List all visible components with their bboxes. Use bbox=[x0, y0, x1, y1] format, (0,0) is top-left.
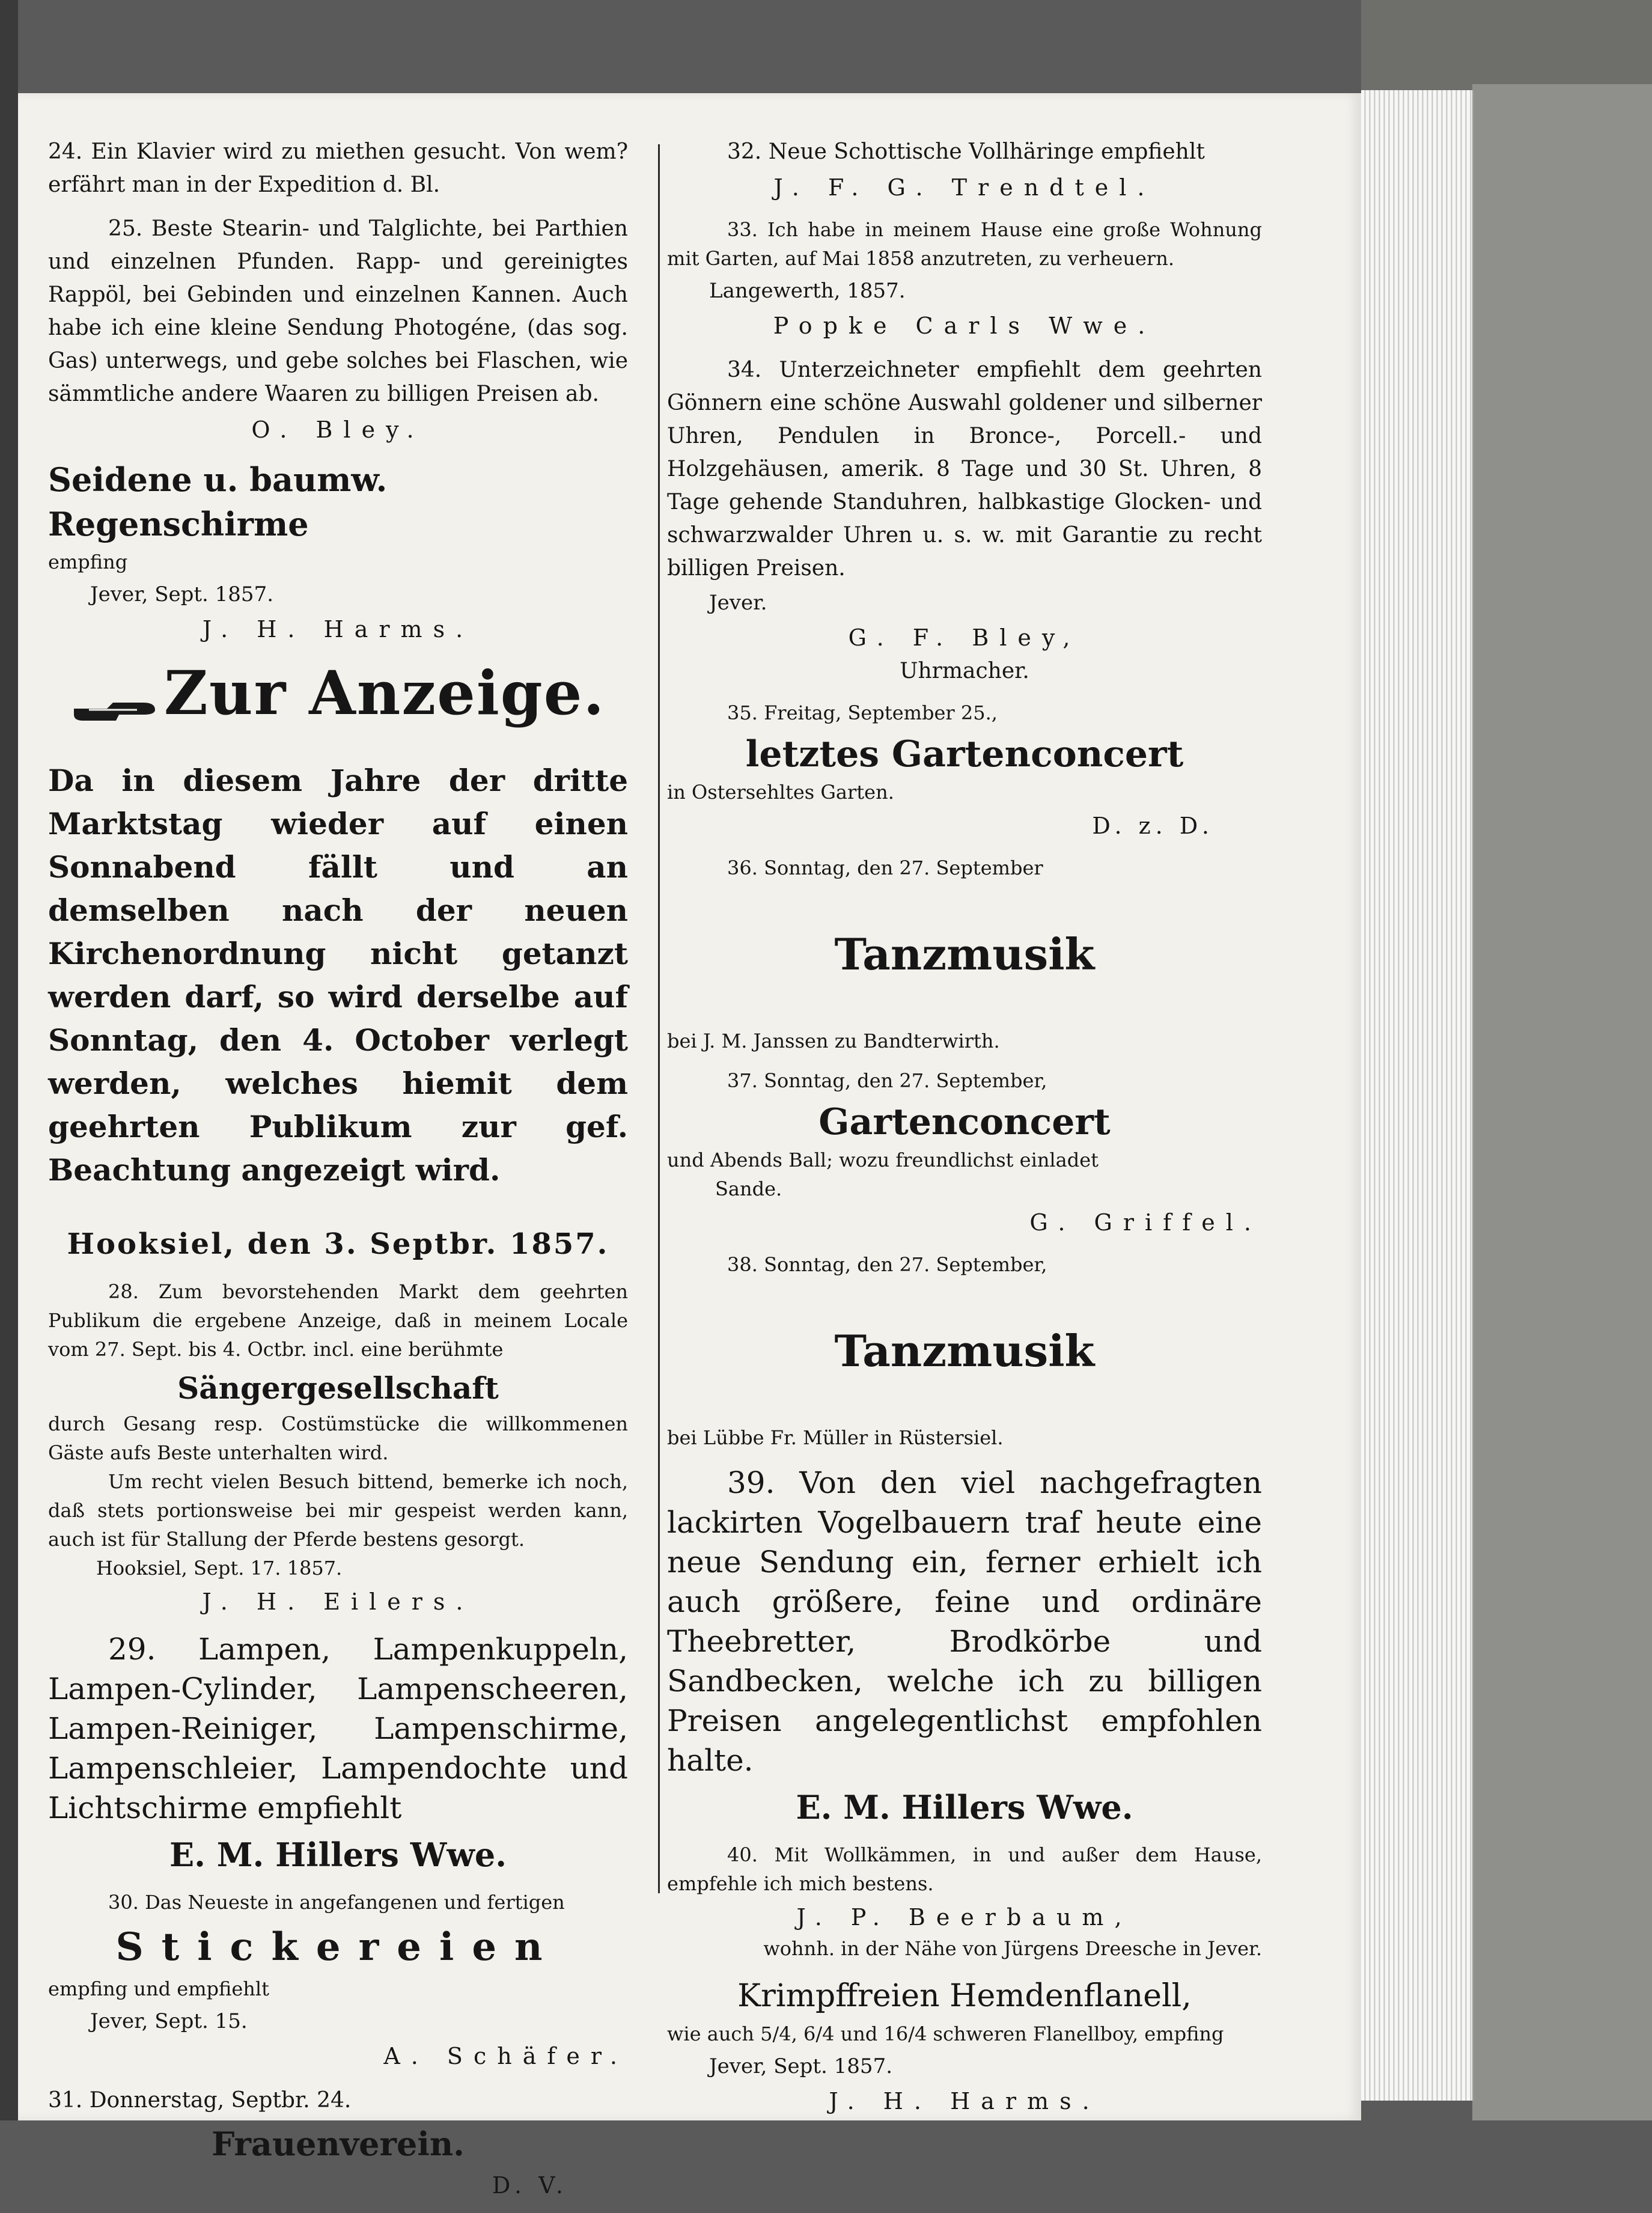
ad-30-signature: A. Schäfer. bbox=[383, 2043, 628, 2069]
ad-33-place: Langewerth, 1857. bbox=[709, 279, 906, 303]
ad-32 bbox=[667, 135, 1262, 204]
ad-regenschirme bbox=[48, 457, 628, 646]
ad-40 bbox=[667, 1840, 1262, 1963]
ad-37-place: Sande. bbox=[715, 1177, 782, 1200]
ad-37-text: 37. Sonntag, den 27. September, bbox=[727, 1069, 1047, 1092]
ad-34-signature: G. F. Bley, bbox=[848, 624, 1081, 651]
ad-28-place: Hooksiel, Sept. 17. 1857. bbox=[96, 1557, 343, 1580]
ad-25 bbox=[48, 212, 628, 447]
ad-34-place: Jever. bbox=[709, 591, 767, 615]
ad-anzeige bbox=[48, 657, 628, 1266]
ad-36-heading: Tanzmusik bbox=[834, 929, 1095, 980]
ad-30-heading: Stickereien bbox=[115, 1925, 561, 1970]
ad-30-place: Jever, Sept. 15. bbox=[90, 2009, 248, 2033]
ad-anzeige-place: Hooksiel, den 3. Septbr. 1857. bbox=[67, 1227, 609, 1261]
ad-30-text: 30. Das Neueste in angefangenen und fertigen bbox=[108, 1891, 565, 1914]
binding-board bbox=[1472, 84, 1652, 2120]
ad-38-heading: Tanzmusik bbox=[834, 1325, 1095, 1376]
ad-32-signature: J. F. G. Trendtel. bbox=[773, 174, 1156, 201]
ad-35-text: 35. Freitag, September 25., bbox=[727, 701, 998, 724]
ad-40-signature: J. P. Beerbaum, bbox=[796, 1904, 1133, 1931]
ad-36-text: 36. Sonntag, den 27. September bbox=[727, 856, 1043, 879]
ad-24 bbox=[48, 135, 628, 201]
page-edges bbox=[1361, 90, 1474, 2101]
ad-35-signature: D. z. D. bbox=[1092, 813, 1214, 839]
left-column bbox=[48, 135, 628, 2213]
ad-40-address: wohnh. in der Nähe von Jürgens Dreesche in Jever. bbox=[763, 1937, 1262, 1960]
ad-35 bbox=[667, 698, 1262, 843]
ad-regenschirme-place: Jever, Sept. 1857. bbox=[90, 582, 274, 606]
ad-38 bbox=[667, 1250, 1262, 1452]
ad-28-signature: J. H. Eilers. bbox=[202, 1589, 474, 1615]
ad-35-line: in Ostersehltes Garten. bbox=[667, 781, 894, 804]
ad-39-signature: E. M. Hillers Wwe. bbox=[796, 1788, 1133, 1827]
left-margin-edge bbox=[0, 0, 18, 2120]
ad-29-text: 29. Lampen, Lampenkuppeln, Lampen-Cylinder, Lampenscheeren, Lampen-Reiniger, Lampenschirme, Lampenschleier, Lampendochte und Lichtschirme empfiehlt bbox=[48, 1632, 628, 1825]
ad-35-heading: letztes Gartenconcert bbox=[745, 733, 1184, 775]
ad-38-text: 38. Sonntag, den 27. September, bbox=[727, 1253, 1047, 1276]
ad-39 bbox=[667, 1463, 1262, 1830]
ad-39-text: 39. Von den viel nachgefragten lackirten Vogelbauern traf heute eine neue Sendung ein, ferner erhielt ich auch größere, feine und ordinäre Theebretter, Brodkörbe und Sandbecken, welche ich zu billigen Preisen angelegentlichst empfohlen halte. bbox=[667, 1465, 1262, 1778]
column-divider bbox=[658, 144, 660, 1893]
ad-34-role: Uhrmacher. bbox=[900, 659, 1029, 683]
ad-30 bbox=[48, 1888, 628, 2073]
ad-32-text: 32. Neue Schottische Vollhäringe empfiehlt bbox=[727, 139, 1205, 164]
pointing-hand-icon bbox=[71, 697, 161, 727]
ad-34-text: 34. Unterzeichneter empfiehlt dem geehrten Gönnern eine schöne Auswahl goldener und silberner Uhren, Pendulen in Bronce-, Porcell.- und Holzgehäusen, amerik. 8 Tage und 30 St. Uhren, 8 Tage gehende Standuhren, halbkastige Glocken- und schwarzwalder Uhren u. s. w. mit Garantie zu recht billigen Preisen. bbox=[667, 358, 1262, 581]
right-column bbox=[667, 135, 1262, 2129]
ad-34 bbox=[667, 353, 1262, 688]
ad-flanell-heading: Krimpffreien Hemdenflanell, bbox=[737, 1978, 1192, 2014]
ad-33 bbox=[667, 215, 1262, 343]
ad-regenschirme-signature: J. H. Harms. bbox=[202, 616, 474, 643]
ad-28-heading: Sängergesellschaft bbox=[177, 1370, 499, 1406]
ad-31-signature: D. V. bbox=[492, 2172, 568, 2199]
ad-25-text: 25. Beste Stearin- und Talglichte, bei Parthien und einzelnen Pfunden. Rapp- und gereinigtes Rappöl, bei Gebinden und einzelnen Kannen. Auch habe ich eine kleine Sendung Photogéne, (das sog. Gas) unterwegs, und gebe solches bei Flaschen, wie sämmtliche andere Waaren zu billigen Preisen ab. bbox=[48, 216, 628, 406]
ad-29-signature: E. M. Hillers Wwe. bbox=[169, 1836, 507, 1874]
ad-31-heading: Frauenverein. bbox=[212, 2125, 465, 2163]
ad-25-signature: O. Bley. bbox=[251, 417, 425, 443]
ad-anzeige-title: Zur Anzeige. bbox=[163, 658, 606, 728]
ad-37-heading: Gartenconcert bbox=[818, 1101, 1111, 1143]
ad-37-signature: G. Griffel. bbox=[1029, 1209, 1262, 1236]
ad-31 bbox=[48, 2084, 628, 2202]
ad-37 bbox=[667, 1066, 1262, 1239]
ad-29 bbox=[48, 1629, 628, 1877]
ad-30-line: empfing und empfiehlt bbox=[48, 1977, 269, 2000]
ad-flanell-place: Jever, Sept. 1857. bbox=[709, 2054, 893, 2078]
ad-28-text2: durch Gesang resp. Costümstücke die willkommenen Gäste aufs Beste unterhalten wird. bbox=[48, 1412, 628, 1464]
ad-28-text3: Um recht vielen Besuch bittend, bemerke ich noch, daß stets portionsweise bei mir gespeist werden kann, auch ist für Stallung der Pferde bestens gesorgt. bbox=[48, 1470, 628, 1551]
ad-40-text: 40. Mit Wollkämmen, in und außer dem Hause, empfehle ich mich bestens. bbox=[667, 1843, 1262, 1895]
ad-33-signature: Popke Carls Wwe. bbox=[773, 313, 1156, 339]
ad-flanell-signature: J. H. Harms. bbox=[829, 2088, 1100, 2114]
ad-38-line: bei Lübbe Fr. Müller in Rüstersiel. bbox=[667, 1426, 1004, 1449]
ad-36-line: bei J. M. Janssen zu Bandterwirth. bbox=[667, 1030, 1000, 1052]
ad-flanell-line: wie auch 5/4, 6/4 und 16/4 schweren Flanellboy, empfing bbox=[667, 2022, 1224, 2045]
ad-anzeige-text: Da in diesem Jahre der dritte Marktstag wieder auf einen Sonnabend fällt und an demselben nach der neuen Kirchenordnung nicht getanzt werden darf, so wird derselbe auf Sonntag, den 4. October verlegt werden, welches hiemit dem geehrten Publikum zur gef. Beachtung angezeigt wird. bbox=[48, 763, 628, 1188]
ad-regenschirme-line: empfing bbox=[48, 551, 128, 573]
ad-28-text: 28. Zum bevorstehenden Markt dem geehrten Publikum die ergebene Anzeige, daß in meinem Locale vom 27. Sept. bis 4. Octbr. incl. eine berühmte bbox=[48, 1280, 628, 1361]
ad-36 bbox=[667, 853, 1262, 1055]
ad-28 bbox=[48, 1277, 628, 1619]
ad-31-text: 31. Donnerstag, Septbr. 24. bbox=[48, 2088, 352, 2113]
ad-regenschirme-heading: Seidene u. baumw. Regenschirme bbox=[48, 460, 388, 543]
ad-24-text: 24. Ein Klavier wird zu miethen gesucht. Von wem? erfährt man in der Expedition d. Bl. bbox=[48, 139, 628, 197]
background-board bbox=[1361, 0, 1652, 90]
ad-37-line: und Abends Ball; wozu freundlichst einladet bbox=[667, 1149, 1099, 1171]
ad-flanell bbox=[667, 1974, 1262, 2118]
ad-33-text: 33. Ich habe in meinem Hause eine große Wohnung mit Garten, auf Mai 1858 anzutreten, zu verheuern. bbox=[667, 218, 1262, 270]
